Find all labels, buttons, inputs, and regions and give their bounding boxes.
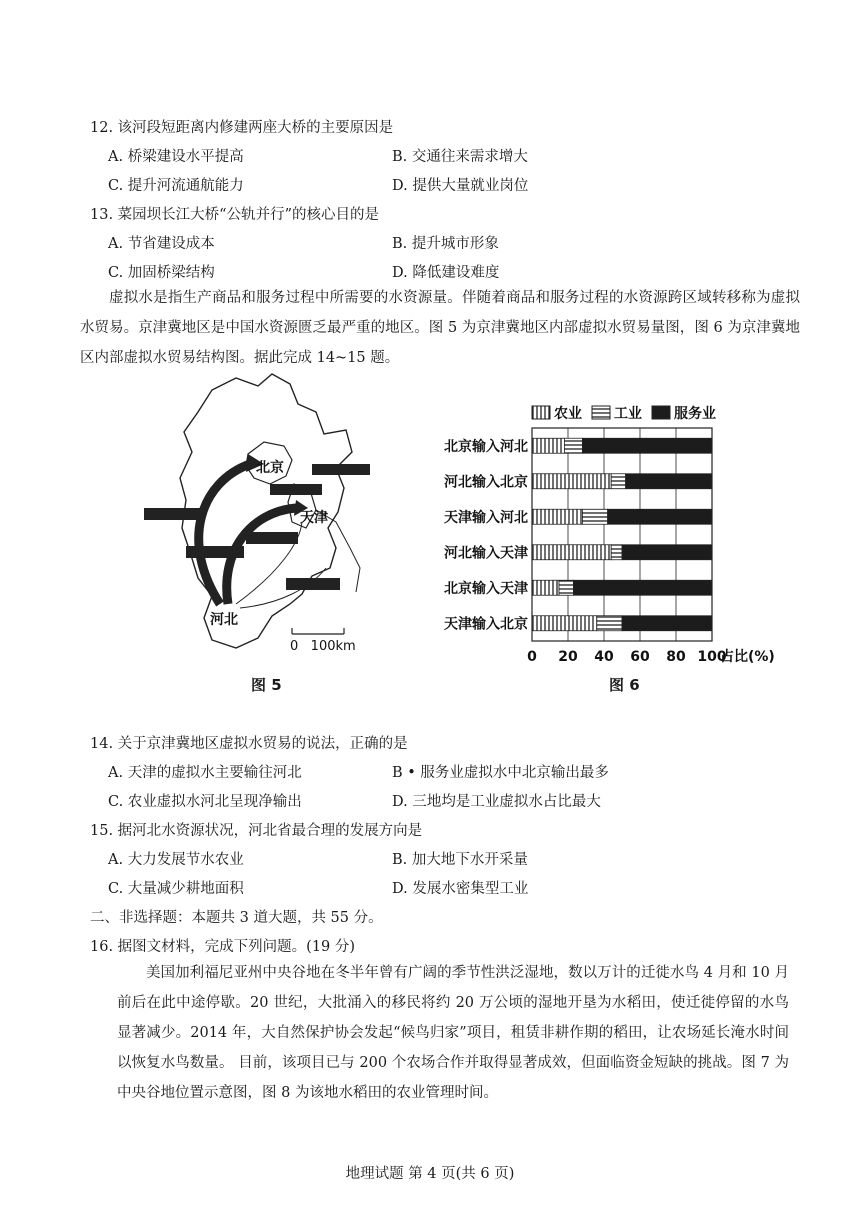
bar-segment [532,438,564,453]
q15-option-c: C. 大量减少耕地面积 [108,881,244,897]
q12-stem: 12. 该河段短距离内修建两座大桥的主要原因是 [90,120,394,136]
legend-swatch [592,406,610,419]
plot-frame [532,428,712,641]
bar-segment [532,616,597,631]
legend-label: 服务业 [674,406,716,422]
x-tick-label: 80 [666,649,686,665]
bar-segment [622,545,712,560]
q14-stem: 14. 关于京津冀地区虚拟水贸易的说法，正确的是 [90,736,408,752]
q15-option-b: B. 加大地下水开采量 [392,852,528,868]
bar-segment [622,616,712,631]
figure-5-caption: 图 5 [251,676,282,694]
q15-option-d: D. 发展水密集型工业 [392,881,529,897]
section-2-heading: 二、非选择题：本题共 3 道大题，共 55 分。 [90,910,383,926]
category-label: 北京输入河北 [444,438,528,455]
bar-segment [532,509,582,524]
legend-swatch [532,406,550,419]
q13-stem: 13. 菜园坝长江大桥“公轨并行”的核心目的是 [90,207,379,223]
x-tick-label: 0 [527,649,537,665]
q16-stem: 16. 据图文材料，完成下列问题。(19 分) [90,939,356,955]
map-label-beijing: 北京 [256,460,284,476]
category-label: 河北输入北京 [444,474,528,491]
q13-option-b: B. 提升城市形象 [392,236,499,252]
page-footer: 地理试题 第 4 页(共 6 页) [345,1166,515,1182]
legend-label: 工业 [614,406,642,422]
bar-segment [564,438,582,453]
q14-option-d: D. 三地均是工业虚拟水占比最大 [392,794,601,810]
bar-segment [582,509,607,524]
category-label: 河北输入天津 [444,545,528,562]
x-tick-label: 60 [630,649,650,665]
q15-option-a: A. 大力发展节水农业 [108,852,244,868]
q12-option-a: A. 桥梁建设水平提高 [108,149,244,165]
x-tick-label: 100 [697,649,727,665]
x-tick-label: 20 [558,649,578,665]
bar-segment [608,509,712,524]
category-label: 天津输入北京 [444,616,528,633]
q12-option-d: D. 提供大量就业岗位 [392,178,529,194]
bar-segment [611,545,622,560]
bar-segment [532,580,559,595]
figure-6-caption: 图 6 [609,676,640,694]
x-axis-label: 占比(%) [720,649,775,665]
legend-label: 农业 [554,406,582,422]
category-label: 天津输入河北 [444,509,528,526]
bar-segment [611,474,625,489]
figure-5-map [140,372,380,662]
bar-segment [626,474,712,489]
bar-segment [532,545,611,560]
q12-option-c: C. 提升河流通航能力 [108,178,244,194]
q16-paragraph: 美国加利福尼亚州中央谷地在冬半年曾有广阔的季节性洪泛湿地，数以万计的迁徙水鸟 4 月和 10 月前后在此中途停歇。20 世纪，大批涌入的移民将约 20 万公顷的湿地开垦为水稻田，使迁徙停留的水鸟显著减少。2014 年，大自然保护协会发起“候鸟归家”项目，租赁非耕作期的稻田，让农场延长淹水时间以恢复水鸟数量。 目前，该项目已与 200 个农场合作并取得显著成效，但面临资金短缺的挑战。图 7 为中央谷地位置示意图，图 8 为该地水稻田的农业管理时间。 [117,965,789,1101]
bar-segment [559,580,573,595]
legend-swatch [652,406,670,419]
bar-segment [597,616,622,631]
map-label-tianjin: 天津 [300,510,328,526]
map-label-hebei: 河北 [210,612,238,628]
bar-segment [532,474,611,489]
intro-paragraph: 虚拟水是指生产商品和服务过程中所需要的水资源量。伴随着商品和服务过程的水资源跨区域转移称为虚拟水贸易。京津冀地区是中国水资源匮乏最严重的地区。图 5 为京津冀地区内部虚拟水贸易量图，图 6 为京津冀地区内部虚拟水贸易结构图。据此完成 14~15 题。 [80,290,800,366]
bar-segment [573,580,712,595]
q14-option-b: B • 服务业虚拟水中北京输出最多 [392,765,609,781]
q14-option-a: A. 天津的虚拟水主要输往河北 [108,765,302,781]
map-scale-label: 0 100km [290,639,356,654]
q14-option-c: C. 农业虚拟水河北呈现净输出 [108,794,302,810]
q13-option-c: C. 加固桥梁结构 [108,265,215,281]
q15-stem: 15. 据河北水资源状况，河北省最合理的发展方向是 [90,823,423,839]
q13-option-d: D. 降低建设难度 [392,265,500,281]
bar-segment [582,438,712,453]
x-tick-label: 40 [594,649,614,665]
q12-option-b: B. 交通往来需求增大 [392,149,528,165]
category-label: 北京输入天津 [444,580,528,597]
figure-6-chart [420,400,790,670]
q13-option-a: A. 节省建设成本 [108,236,215,252]
